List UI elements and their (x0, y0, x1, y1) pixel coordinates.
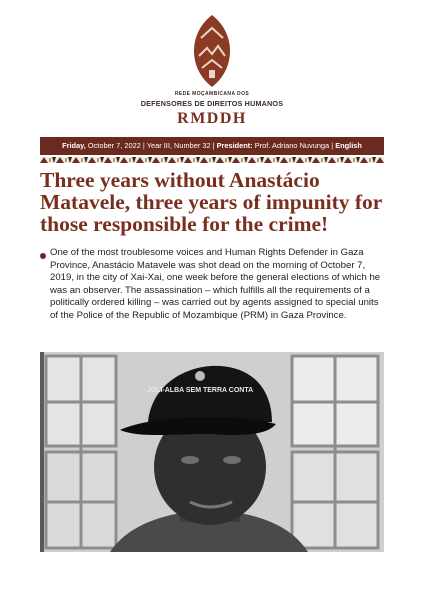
issue-day: Friday, (62, 141, 86, 150)
shield-emblem-icon (193, 14, 231, 88)
issue-year: Year III, (146, 141, 172, 150)
article-headline: Three years without Anastácio Matavele, three years of impunity for those responsible for the crime! (40, 168, 382, 236)
issue-date: October 7, 2022 | (85, 141, 147, 150)
cap-text: JOLI-ALBA SEM TERRA CONTA (146, 387, 254, 394)
org-network-label: REDE MOÇAMBICANA DOS (174, 91, 250, 97)
president-label: President: (216, 141, 253, 150)
org-full-name: DEFENSORES DE DIREITOS HUMANOS (140, 99, 284, 108)
org-logo (0, 14, 424, 88)
issue-number: Number 32 | (171, 141, 217, 150)
issue-info-bar (40, 137, 384, 155)
bullet-icon (40, 253, 46, 259)
article-lead: One of the most troublesome voices and Human Rights Defender in Gaza Province, Anastácio Matavele was shot dead on the morning of October 7, 2019, in the city of Xai-Xai, one week before the general elections of which he was an observer. The assassination – which fulfills all the requirements of a politically ordered killing – was carried out by agents assigned to special units of the Police of the Republic of Mozambique (PRM) in Gaza Province. (50, 247, 381, 321)
decorative-pattern-strip (40, 157, 384, 163)
language-label: English (335, 141, 362, 150)
president-name: Prof. Adriano Nuvunga | (252, 141, 336, 150)
org-acronym: RMDDH (177, 110, 247, 127)
portrait-photo (40, 352, 384, 552)
